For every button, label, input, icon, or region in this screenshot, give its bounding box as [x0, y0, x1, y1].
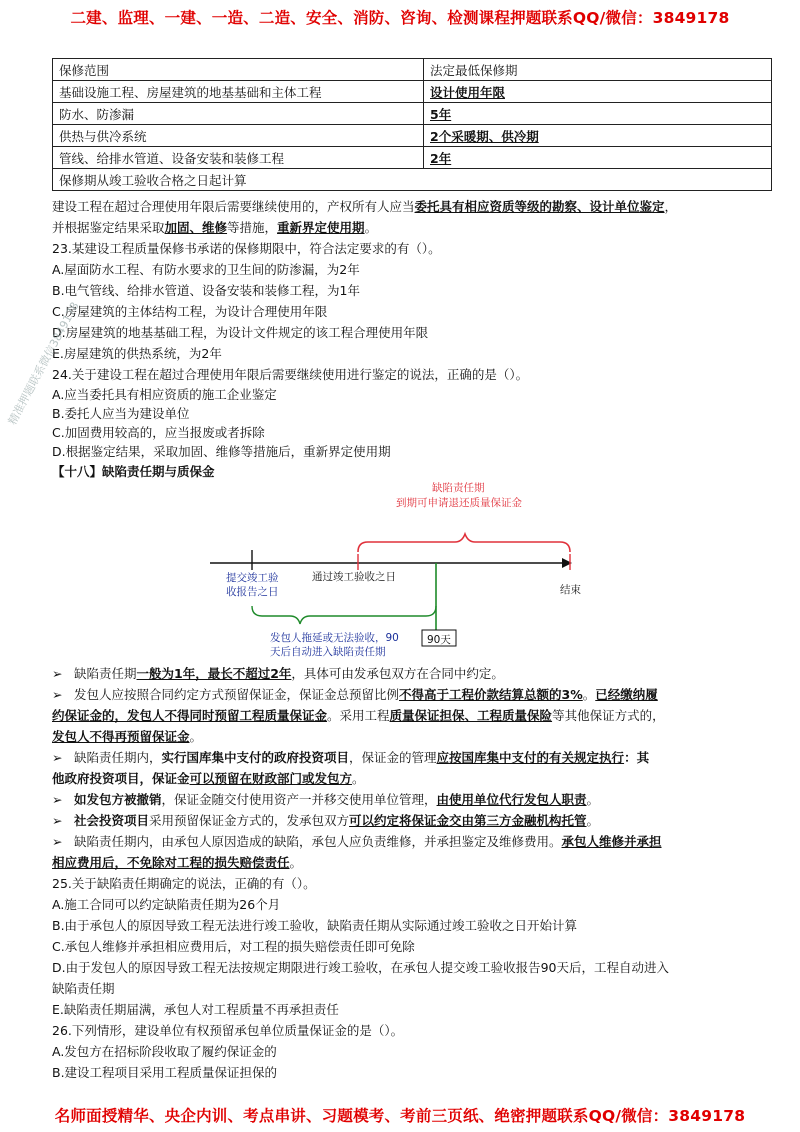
table-note-row [53, 169, 772, 191]
emphasis-text: 一般为1年，最长不超过2年 [136, 666, 292, 681]
emphasis-text: 发包人不得再预留保证金 [52, 729, 190, 744]
diagram-end-label: 结束 [560, 584, 581, 596]
emphasis-text: 不得高于工程价款结算总额的3% [399, 687, 583, 702]
text-run: 。 [586, 792, 600, 807]
bullet-line [52, 726, 774, 747]
question-option: C.房屋建筑的主体结构工程，为设计合理使用年限 [52, 304, 328, 319]
text-run: 采用预留保证金方式的，发承包双方 [149, 813, 350, 828]
question-option: D.由于发包人的原因导致工程无法按规定期限进行竣工验收，在承包人提交竣工验收报告90天后，工程自动进入 [52, 960, 670, 975]
text-run: 。 [289, 855, 303, 870]
question-option: A.应当委托具有相应资质的施工企业鉴定 [52, 387, 277, 402]
text-run: 建设工程在超过合理使用年限后需要继续使用的，产权所有人应当 [52, 199, 415, 214]
warranty-table [52, 58, 772, 191]
table-cell: 供热与供冷系统 [53, 125, 424, 147]
section-heading: 【十八】缺陷责任期与质保金 [52, 464, 215, 479]
text-run: 等措施， [227, 220, 278, 235]
emphasis-text: 如发包方被撤销 [74, 792, 162, 807]
question-option: B.由于承包人的原因导致工程无法进行竣工验收，缺陷责任期从实际通过竣工验收之日开始计算 [52, 918, 578, 933]
table-header-period: 法定最低保修期 [424, 59, 772, 81]
question-option: C.加固费用较高的，应当报废或者拆除 [52, 425, 265, 440]
table-cell: 2年 [424, 147, 772, 169]
question-stem: 24.关于建设工程在超过合理使用年限后需要继续使用进行鉴定的说法，正确的是（）。 [52, 367, 529, 382]
diagram-delay-label: 天后自动进入缺陷责任期 [270, 646, 386, 658]
bullet-line [52, 789, 774, 810]
text-run: 。 [352, 771, 365, 786]
emphasis-text: 应按国库集中支付的有关规定执行 [436, 750, 625, 765]
question-option: 缺陷责任期 [52, 981, 115, 996]
text-run: 等其他保证方式的， [552, 708, 665, 723]
question-stem: 23.某建设工程质量保修书承诺的保修期限中，符合法定要求的有（）。 [52, 241, 441, 256]
text-run: 发包人应按照合同约定方式预留保证金，保证金总预留比例 [74, 687, 400, 702]
table-note: 保修期从竣工验收合格之日起计算 [53, 169, 772, 191]
content-block-1 [52, 196, 774, 482]
question-option: E.房屋建筑的供热系统，为2年 [52, 346, 222, 361]
triangle-bullet-icon: ➢ [52, 813, 63, 828]
text-run: ， [664, 199, 678, 214]
question-option: C.承包人维修并承担相应费用后，对工程的损失赔偿责任即可免除 [52, 939, 415, 954]
question-option: B.电气管线、给排水管道、设备安装和装修工程，为1年 [52, 283, 361, 298]
question-option: D.房屋建筑的地基基础工程，为设计文件规定的该工程合理使用年限 [52, 325, 429, 340]
table-header-scope: 保修范围 [53, 59, 424, 81]
emphasis-text: 相应费用后，不免除对工程的损失赔偿责任 [52, 855, 290, 870]
text-run: 缺陷责任期内， [74, 750, 162, 765]
triangle-bullet-icon: ➢ [52, 834, 63, 849]
text-run: 并根据鉴定结果采取 [52, 220, 165, 235]
text-run: 。 [582, 687, 596, 702]
table-cell: 基础设施工程、房屋建筑的地基基础和主体工程 [53, 81, 424, 103]
header-banner: 二建、监理、一建、一造、二造、安全、消防、咨询、检测课程押题联系QQ/微信：3849178 [70, 9, 730, 27]
question-option: D.根据鉴定结果，采取加固、维修等措施后，重新界定使用期 [52, 444, 391, 459]
bullet-line [52, 831, 774, 852]
diagram-submit-label: 提交竣工验 [226, 572, 279, 584]
diagram-submit-label: 收报告之日 [226, 586, 279, 598]
triangle-bullet-icon: ➢ [52, 666, 63, 681]
text-run: ：其 [624, 750, 650, 765]
table-cell: 管线、给排水管道、设备安装和装修工程 [53, 147, 424, 169]
text-run: ，具体可由发承包双方在合同中约定。 [291, 666, 504, 681]
emphasis-text: 已经缴纳履 [595, 687, 658, 702]
triangle-bullet-icon: ➢ [52, 687, 63, 702]
emphasis-text: ，发包人不得同时预留工程质量保证金 [114, 708, 328, 723]
emphasis-text: 实行国库集中支付的政府投资项目 [161, 750, 350, 765]
triangle-bullet-icon: ➢ [52, 750, 63, 765]
emphasis-text: 由使用单位代行发包人职责 [436, 792, 587, 807]
emphasis-text: 可以预留在财政部门或发包方 [189, 771, 353, 786]
table-row [53, 103, 772, 125]
text-run: 。采用工程 [327, 708, 390, 723]
defect-period-diagram [200, 478, 620, 658]
bullet-line [52, 663, 774, 684]
text-run: 。 [189, 729, 203, 744]
emphasis-text: 委托具有相应资质等级的勘察、设计单位鉴定 [414, 199, 665, 214]
emphasis-text: 质量保证担保、工程质量保险 [389, 708, 553, 723]
bullet-line [52, 747, 774, 768]
paragraph-line [52, 196, 774, 217]
table-row [53, 81, 772, 103]
text-run: 。 [586, 813, 600, 828]
question-option: E.缺陷责任期届满，承包人对工程质量不再承担责任 [52, 1002, 339, 1017]
text-run: ，保证金随交付使用资产一并移交使用单位管理， [161, 792, 437, 807]
table-cell: 2个采暖期、供冷期 [424, 125, 772, 147]
paragraph-line [52, 217, 774, 238]
watermark: 精准押题联系微信3849178 [5, 299, 82, 428]
bottom-brace [252, 606, 436, 624]
content-block-2 [52, 663, 774, 1083]
diagram-top-title: 缺陷责任期 [432, 482, 485, 494]
emphasis-text: 重新界定使用期 [277, 220, 365, 235]
bullet-line [52, 705, 774, 726]
emphasis-text: 可以约定将保证金交由第三方金融机构托管 [349, 813, 587, 828]
bullet-line [52, 852, 774, 873]
bullet-line [52, 684, 774, 705]
question-stem: 25.关于缺陷责任期确定的说法，正确的有（）。 [52, 876, 316, 891]
table-row [53, 147, 772, 169]
question-option: B.建设工程项目采用工程质量保证担保的 [52, 1065, 278, 1080]
question-stem: 26.下列情形，建设单位有权预留承包单位质量保证金的是（）。 [52, 1023, 404, 1038]
question-option: A.发包方在招标阶段收取了履约保证金的 [52, 1044, 277, 1059]
bullet-line [52, 810, 774, 831]
diagram-top-sub: 到期可申请退还质量保证金 [396, 497, 522, 509]
diagram-accept-label: 通过竣工验收之日 [312, 571, 396, 583]
emphasis-text: 承包人维修并承担 [561, 834, 662, 849]
text-run: 。 [364, 220, 378, 235]
text-run: ，保证金的管理 [349, 750, 437, 765]
question-option: A.屋面防水工程、有防水要求的卫生间的防渗漏，为2年 [52, 262, 360, 277]
diagram-box-label: 90天 [427, 634, 451, 646]
table-cell: 设计使用年限 [424, 81, 772, 103]
table-header-row [53, 59, 772, 81]
question-option: A.施工合同可以约定缺陷责任期为26个月 [52, 897, 281, 912]
triangle-bullet-icon: ➢ [52, 792, 63, 807]
question-option: B.委托人应当为建设单位 [52, 406, 190, 421]
table-cell: 防水、防渗漏 [53, 103, 424, 125]
diagram-delay-label: 发包人拖延或无法验收，90 [270, 632, 399, 644]
table-row [53, 125, 772, 147]
emphasis-text: 加固、维修 [164, 220, 228, 235]
top-brace [358, 534, 570, 552]
text-run: 缺陷责任期 [74, 666, 137, 681]
footer-banner: 名师面授精华、央企内训、考点串讲、习题模考、考前三页纸、绝密押题联系QQ/微信：3849178 [54, 1107, 746, 1125]
text-run: 缺陷责任期内，由承包人原因造成的缺陷，承包人应负责维修，并承担鉴定及维修费用。 [74, 834, 562, 849]
bullet-line [52, 768, 774, 789]
emphasis-text: 约保证金的 [52, 708, 115, 723]
table-cell: 5年 [424, 103, 772, 125]
emphasis-text: 社会投资项目 [74, 813, 150, 828]
text-run: 他政府投资项目，保证金 [52, 771, 190, 786]
